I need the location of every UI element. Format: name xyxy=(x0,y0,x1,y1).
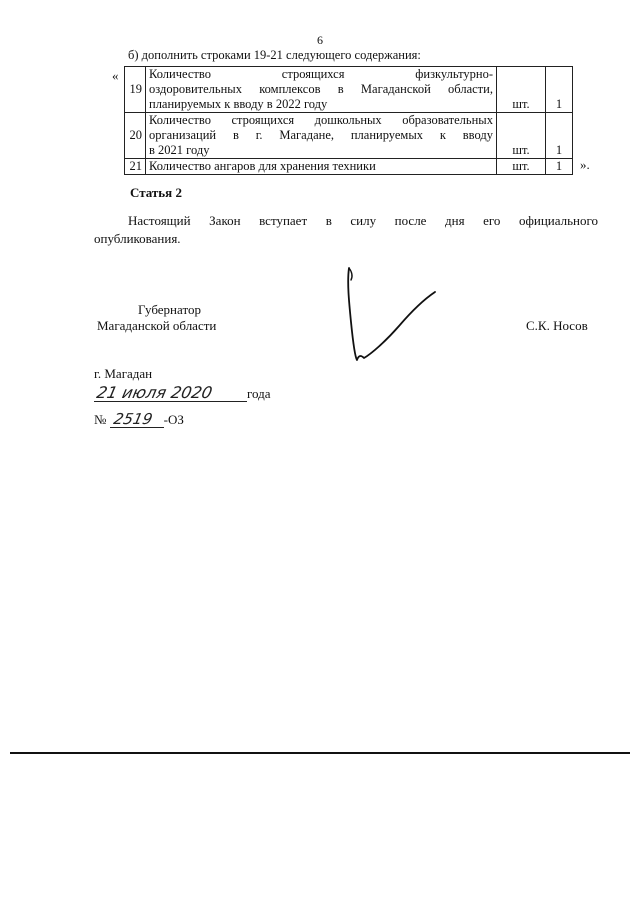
governor-name: С.К. Носов xyxy=(526,318,588,333)
body-word: вступает xyxy=(259,213,308,228)
page-number: 6 xyxy=(317,33,323,47)
word: вводу xyxy=(462,128,493,142)
closing-quote: ». xyxy=(580,157,590,172)
word: планируемых xyxy=(350,128,423,142)
body-word: Закон xyxy=(209,213,241,228)
governor-title-line-2: Магаданской области xyxy=(97,318,217,333)
word: в xyxy=(232,128,239,142)
table-row xyxy=(125,159,573,175)
signing-date xyxy=(94,383,271,402)
word: к xyxy=(439,128,446,142)
word: Магадане, xyxy=(279,128,334,142)
law-number xyxy=(94,412,184,428)
word: образовательных xyxy=(402,113,493,127)
word: организаций xyxy=(149,128,217,142)
governor-title-line-1: Губернатор xyxy=(138,302,201,317)
word: оздоровительных xyxy=(149,82,242,96)
body-word: силу xyxy=(350,213,377,228)
handwritten-date: 21 июля 2020 xyxy=(94,383,214,402)
number-suffix: -ОЗ xyxy=(163,412,184,427)
table-row xyxy=(125,67,573,113)
handwritten-number: 2519 xyxy=(111,410,154,428)
indicator-name-line xyxy=(149,128,493,143)
indicator-name-line xyxy=(149,113,493,128)
word: Магаданской xyxy=(360,82,431,96)
row-unit: шт. xyxy=(497,113,546,159)
city: г. Магадан xyxy=(94,366,153,381)
row-indicator-name xyxy=(146,159,497,175)
word: Количество xyxy=(149,113,211,127)
amendment-table xyxy=(124,66,573,175)
row-quantity: 1 xyxy=(546,159,573,175)
indicator-name-line xyxy=(149,82,493,97)
table-row xyxy=(125,113,573,159)
governor-signature xyxy=(335,262,445,372)
word: г. xyxy=(255,128,263,142)
article-body-line-2: опубликования. xyxy=(94,231,181,246)
word: дошкольных xyxy=(314,113,382,127)
indicator-name-line: Количество ангаров для хранения техники xyxy=(149,159,376,173)
row-unit: шт. xyxy=(497,159,546,175)
word: комплексов xyxy=(259,82,321,96)
word: Количество xyxy=(149,67,211,81)
date-suffix: года xyxy=(247,386,271,401)
row-unit: шт. xyxy=(497,67,546,113)
body-word: дня xyxy=(445,213,465,228)
body-word: официального xyxy=(518,213,598,228)
amendment-intro: б) дополнить строками 19-21 следующего содержания: xyxy=(128,48,421,62)
body-word: в xyxy=(325,213,332,228)
row-number: 20 xyxy=(125,113,146,159)
word: в xyxy=(337,82,344,96)
row-indicator-name xyxy=(146,67,497,113)
word: физкультурно- xyxy=(415,67,493,81)
indicator-name-line xyxy=(149,67,493,82)
body-word: после xyxy=(394,213,427,228)
body-word: его xyxy=(483,213,501,228)
opening-quote: « xyxy=(112,68,119,83)
indicator-name-line: планируемых к вводу в 2022 году xyxy=(149,97,328,111)
row-number: 19 xyxy=(125,67,146,113)
indicator-name-line: в 2021 году xyxy=(149,143,210,157)
number-blank xyxy=(110,410,164,428)
word: строящихся xyxy=(281,67,345,81)
date-blank xyxy=(94,383,247,402)
footer-rule xyxy=(10,752,630,754)
article-body-line-1 xyxy=(94,212,598,230)
word: строящихся xyxy=(231,113,295,127)
row-indicator-name xyxy=(146,113,497,159)
row-quantity: 1 xyxy=(546,67,573,113)
article-heading: Статья 2 xyxy=(130,185,182,200)
article-body xyxy=(94,212,598,248)
number-sign: № xyxy=(94,412,107,427)
row-number: 21 xyxy=(125,159,146,175)
body-word: Настоящий xyxy=(128,213,191,228)
row-quantity: 1 xyxy=(546,113,573,159)
word: области, xyxy=(448,82,493,96)
